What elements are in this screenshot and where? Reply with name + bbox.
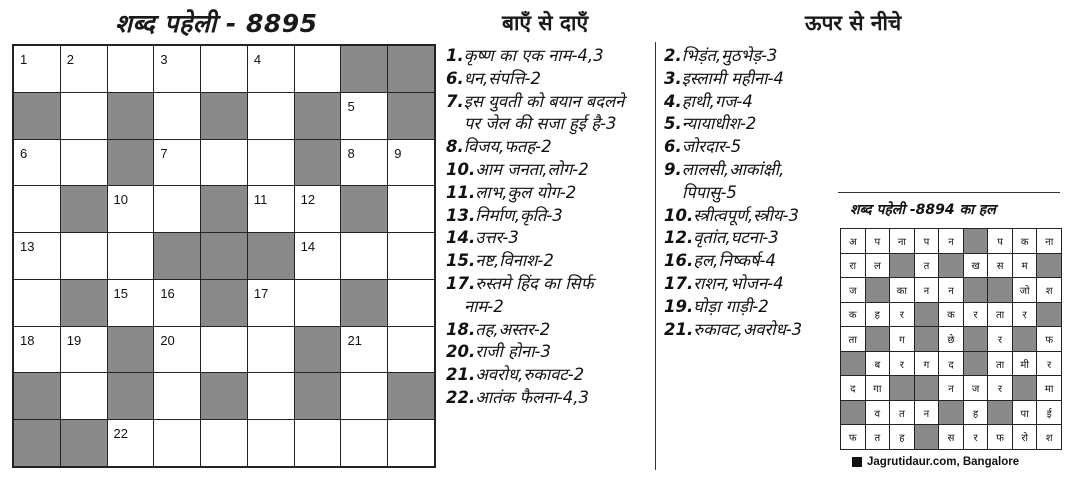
clue-number: 22 (113, 426, 129, 442)
grid-cell-blocked (14, 93, 60, 139)
grid-cell[interactable] (295, 186, 341, 232)
grid-cell[interactable] (388, 140, 434, 186)
clue-text: नष्ट,विनाश-2 (475, 251, 554, 271)
clue-num: 8. (446, 137, 464, 157)
clue-number: 5 (347, 98, 355, 114)
answer-cell: न (939, 376, 963, 400)
answer-cell: म (1013, 254, 1037, 278)
grid-cell[interactable] (154, 327, 200, 373)
clue-number: 15 (113, 285, 129, 301)
answer-cell: फ (1037, 327, 1061, 351)
across-clue (446, 387, 624, 410)
answer-cell: द (841, 376, 865, 400)
credit-text: Jagrutidaur.com, Bangalore (867, 456, 1020, 468)
answer-cell: र (964, 425, 988, 449)
clue-number: 18 (20, 332, 35, 348)
answer-cell-blocked (964, 327, 988, 351)
grid-cell[interactable] (108, 233, 154, 279)
clue-num: 17. (446, 273, 476, 293)
clue-text: पर जेल की सजा हुई है-3 (464, 114, 617, 134)
grid-cell[interactable] (388, 233, 434, 279)
across-clue (446, 159, 624, 182)
grid-cell[interactable] (388, 186, 434, 232)
grid-cell[interactable] (14, 186, 60, 232)
across-clue (446, 91, 624, 114)
answer-cell-blocked (1037, 303, 1061, 327)
grid-cell[interactable] (201, 420, 247, 466)
answer-cell: मा (1037, 376, 1061, 400)
answer-cell: ब (866, 352, 890, 376)
answer-cell-blocked (1013, 327, 1037, 351)
grid-cell[interactable] (248, 280, 294, 326)
answer-cell-blocked (915, 327, 939, 351)
clue-number: 13 (20, 239, 35, 255)
grid-cell-blocked (341, 186, 387, 232)
answer-cell: ता (988, 352, 1012, 376)
grid-cell[interactable] (341, 420, 387, 466)
clue-num: 12. (664, 228, 694, 248)
answer-cell: स (988, 254, 1012, 278)
clue-num: 9. (664, 159, 682, 179)
clue-text: तह,अस्तर-2 (475, 319, 551, 339)
clue-num: 13. (446, 205, 476, 225)
answer-cell: ह (866, 303, 890, 327)
clue-num: 21. (446, 365, 476, 385)
across-clue (446, 319, 624, 342)
answer-cell: व (866, 401, 890, 425)
grid-cell[interactable] (14, 46, 60, 92)
across-clue (446, 182, 624, 205)
clue-num: 5. (664, 114, 682, 134)
grid-cell[interactable] (248, 420, 294, 466)
clue-text: हल,निष्कर्ष-4 (693, 251, 777, 271)
clue-text: राशन,भोजन-4 (693, 273, 784, 293)
answer-cell: मी (1013, 352, 1037, 376)
clue-num: 6. (446, 68, 464, 88)
grid-cell-blocked (388, 46, 434, 92)
clue-text: धन,संपत्ति-2 (463, 68, 541, 88)
answer-cell: ग (915, 352, 939, 376)
clue-text: उत्तर-3 (475, 228, 519, 248)
answer-cell: रो (1013, 425, 1037, 449)
answer-cell: र (890, 352, 914, 376)
down-clue (664, 205, 802, 228)
answer-grid (840, 228, 1062, 450)
grid-cell[interactable] (388, 327, 434, 373)
answer-cell: रा (841, 254, 865, 278)
answer-cell: क (939, 303, 963, 327)
across-clue (446, 113, 624, 136)
clue-text: न्यायाधीश-2 (681, 114, 757, 134)
answer-cell: र (964, 303, 988, 327)
grid-cell-blocked (295, 373, 341, 419)
clue-num: 20. (446, 342, 476, 362)
clue-text: इस्लामी महीना-4 (681, 68, 784, 88)
across-clue (446, 250, 624, 273)
grid-cell[interactable] (341, 233, 387, 279)
answer-cell-blocked (915, 425, 939, 449)
clue-text: अवरोध,रुकावट-2 (475, 365, 585, 385)
clue-num: 21. (664, 319, 694, 339)
grid-cell-blocked (341, 46, 387, 92)
grid-cell[interactable] (154, 280, 200, 326)
answer-cell-blocked (890, 376, 914, 400)
grid-cell-blocked (108, 93, 154, 139)
grid-cell-blocked (201, 233, 247, 279)
grid-cell[interactable] (61, 327, 107, 373)
clue-number: 4 (253, 52, 262, 67)
clue-num: 14. (446, 228, 476, 248)
grid-cell-blocked (295, 140, 341, 186)
answer-cell: प (866, 229, 890, 253)
clue-text: नाम-2 (464, 296, 504, 316)
clue-number: 7 (160, 145, 168, 161)
answer-cell: र (988, 327, 1012, 351)
grid-cell[interactable] (14, 233, 60, 279)
clue-num: 17. (664, 273, 694, 293)
clue-text: भिड़ंत,मुठभेड़-3 (681, 46, 778, 65)
grid-cell[interactable] (248, 46, 294, 92)
puzzle-title: शब्द पहेली - 8895 (115, 9, 318, 38)
answer-cell-blocked (964, 352, 988, 376)
clue-number: 14 (300, 239, 316, 255)
answer-cell-blocked (915, 303, 939, 327)
across-clue (446, 364, 624, 387)
grid-cell[interactable] (341, 93, 387, 139)
grid-cell-blocked (295, 93, 341, 139)
answer-cell: ज (841, 278, 865, 302)
grid-cell[interactable] (341, 373, 387, 419)
clue-number: 19 (66, 332, 82, 348)
answer-cell: छे (939, 327, 963, 351)
answer-cell: न (915, 401, 939, 425)
grid-cell[interactable] (108, 280, 154, 326)
answer-cell-blocked (841, 401, 865, 425)
down-clue (664, 227, 802, 250)
answer-cell: फ (841, 425, 865, 449)
across-clue (446, 227, 624, 250)
clue-text: लालसी,आकांक्षी, (681, 159, 785, 179)
clue-number: 3 (160, 52, 168, 67)
grid-cell-blocked (388, 373, 434, 419)
answer-cell: श (1037, 425, 1061, 449)
grid-cell[interactable] (248, 373, 294, 419)
clue-text: वृतांत,घटना-3 (693, 228, 779, 248)
answer-cell: श (1037, 278, 1061, 302)
answer-cell: ई (1037, 401, 1061, 425)
grid-cell-blocked (14, 420, 60, 466)
answer-cell: र (890, 303, 914, 327)
down-clue (664, 319, 802, 342)
answer-cell-blocked (1013, 376, 1037, 400)
clue-number: 11 (253, 192, 268, 208)
grid-cell-blocked (201, 93, 247, 139)
answer-cell-blocked (841, 352, 865, 376)
grid-cell[interactable] (108, 46, 154, 92)
clue-num: 3. (664, 68, 682, 88)
grid-cell[interactable] (14, 327, 60, 373)
answer-cell: प (915, 229, 939, 253)
answer-cell-blocked (890, 254, 914, 278)
clue-text: राजी होना-3 (475, 342, 551, 362)
clue-number: 16 (160, 285, 175, 301)
answer-cell: ता (988, 303, 1012, 327)
answer-cell-blocked (1037, 254, 1061, 278)
answer-cell-blocked (866, 327, 890, 351)
answer-cell: जो (1013, 278, 1037, 302)
column-divider (655, 42, 656, 470)
clue-number: 21 (347, 332, 362, 348)
clue-number: 8 (347, 145, 355, 161)
answer-cell-blocked (988, 401, 1012, 425)
clue-num: 18. (446, 319, 476, 339)
grid-cell[interactable] (14, 140, 60, 186)
grid-cell-blocked (14, 373, 60, 419)
clue-number: 20 (160, 332, 175, 348)
grid-cell[interactable] (61, 46, 107, 92)
across-heading: बाएँ से दाएँ (502, 11, 589, 35)
clue-number: 12 (300, 192, 316, 208)
grid-cell[interactable] (295, 233, 341, 279)
clue-text: पिपासु-5 (682, 182, 737, 202)
clue-text: आतंक फैलना-4,3 (475, 387, 589, 407)
grid-cell[interactable] (61, 140, 107, 186)
grid-cell-blocked (248, 233, 294, 279)
answer-cell: न (915, 278, 939, 302)
clue-text: आम जनता,लोग-2 (475, 159, 589, 179)
across-clue (446, 68, 624, 91)
answer-cell: क (841, 303, 865, 327)
clue-num: 4. (664, 91, 682, 111)
clue-text: स्त्रीत्वपूर्ण,स्त्रीय-3 (693, 205, 799, 225)
grid-cell[interactable] (248, 327, 294, 373)
answer-cell: प (988, 229, 1012, 253)
answer-cell-blocked (939, 401, 963, 425)
across-clue-list (446, 45, 624, 410)
answer-cell: ग (890, 327, 914, 351)
down-clue (664, 45, 802, 68)
grid-cell[interactable] (61, 233, 107, 279)
answer-cell: ख (964, 254, 988, 278)
clue-text: जोरदार-5 (681, 137, 742, 157)
clue-num: 15. (446, 251, 476, 271)
clue-num: 2. (664, 46, 682, 65)
answer-cell-blocked (866, 278, 890, 302)
down-heading: ऊपर से नीचे (805, 11, 902, 35)
answer-cell: पा (1013, 401, 1037, 425)
grid-cell[interactable] (388, 280, 434, 326)
across-clue (446, 273, 624, 296)
grid-cell[interactable] (201, 327, 247, 373)
clue-number: 9 (394, 145, 402, 161)
across-clue (446, 45, 624, 68)
grid-cell[interactable] (61, 373, 107, 419)
across-clue (446, 341, 624, 364)
square-bullet-icon (852, 457, 862, 467)
grid-cell[interactable] (108, 186, 154, 232)
grid-cell[interactable] (248, 93, 294, 139)
answer-title: शब्द पहेली -8894 का हल (850, 202, 996, 218)
answer-cell: न (939, 229, 963, 253)
answer-cell: ता (841, 327, 865, 351)
answer-cell: र (988, 376, 1012, 400)
grid-cell[interactable] (201, 140, 247, 186)
clue-number: 6 (20, 145, 28, 161)
grid-cell-blocked (108, 373, 154, 419)
crossword-grid[interactable] (12, 44, 436, 468)
grid-cell[interactable] (154, 46, 200, 92)
down-clue (664, 250, 802, 273)
answer-cell: त (890, 401, 914, 425)
clue-text: रुस्तमे हिंद का सिर्फ (475, 273, 594, 293)
answer-cell-blocked (939, 254, 963, 278)
answer-cell: र (1013, 303, 1037, 327)
answer-cell: त (915, 254, 939, 278)
answer-cell: ना (1037, 229, 1061, 253)
answer-cell: फ (988, 425, 1012, 449)
grid-cell[interactable] (154, 140, 200, 186)
grid-cell[interactable] (154, 420, 200, 466)
answer-cell-blocked (988, 278, 1012, 302)
clue-text: इस युवती को बयान बदलने (463, 91, 625, 111)
grid-cell[interactable] (154, 373, 200, 419)
answer-cell: गा (866, 376, 890, 400)
answer-cell: ना (890, 229, 914, 253)
grid-cell-blocked (154, 233, 200, 279)
answer-divider (838, 192, 1060, 193)
grid-cell-blocked (201, 280, 247, 326)
answer-cell-blocked (964, 229, 988, 253)
answer-cell: ल (866, 254, 890, 278)
answer-cell: त (866, 425, 890, 449)
down-clue-list (664, 45, 802, 341)
answer-cell: न (939, 278, 963, 302)
answer-cell: स (939, 425, 963, 449)
clue-text: कृष्ण का एक नाम-4,3 (463, 46, 604, 65)
grid-cell[interactable] (341, 327, 387, 373)
grid-cell-blocked (388, 93, 434, 139)
grid-cell-blocked (61, 420, 107, 466)
clue-text: रुकावट,अवरोध-3 (693, 319, 803, 339)
grid-cell-blocked (61, 186, 107, 232)
answer-cell: ज (964, 376, 988, 400)
clue-number: 2 (66, 52, 74, 67)
clue-text: हाथी,गज-4 (681, 91, 753, 111)
clue-num: 7. (446, 91, 464, 111)
clue-num: 22. (446, 387, 476, 407)
down-clue (664, 273, 802, 296)
clue-text: निर्माण,कृति-3 (475, 205, 563, 225)
grid-cell[interactable] (154, 93, 200, 139)
grid-cell[interactable] (14, 280, 60, 326)
clue-text: घोड़ा गाड़ी-2 (693, 296, 769, 316)
clue-num: 6. (664, 137, 682, 157)
grid-cell[interactable] (154, 186, 200, 232)
clue-number: 17 (253, 285, 269, 301)
answer-cell: का (890, 278, 914, 302)
answer-cell: अ (841, 229, 865, 253)
clue-number: 10 (113, 192, 129, 208)
credit-line (852, 456, 1019, 468)
grid-cell[interactable] (248, 140, 294, 186)
down-clue (664, 296, 802, 319)
grid-cell-blocked (108, 140, 154, 186)
answer-cell: ह (964, 401, 988, 425)
answer-cell: र (1037, 352, 1061, 376)
across-clue (446, 296, 624, 319)
grid-cell[interactable] (388, 420, 434, 466)
clue-number: 1 (20, 52, 28, 67)
clue-num: 11. (446, 182, 476, 202)
down-clue (664, 182, 802, 205)
grid-cell[interactable] (295, 420, 341, 466)
clue-num: 1. (446, 46, 464, 65)
grid-cell[interactable] (248, 186, 294, 232)
down-clue (664, 68, 802, 91)
grid-cell-blocked (295, 327, 341, 373)
across-clue (446, 136, 624, 159)
answer-cell-blocked (964, 278, 988, 302)
clue-num: 16. (664, 251, 694, 271)
grid-cell[interactable] (61, 93, 107, 139)
down-clue (664, 113, 802, 136)
grid-cell[interactable] (108, 420, 154, 466)
grid-cell[interactable] (295, 46, 341, 92)
grid-cell-blocked (201, 186, 247, 232)
down-clue (664, 91, 802, 114)
answer-cell-blocked (915, 376, 939, 400)
grid-cell[interactable] (295, 280, 341, 326)
grid-cell-blocked (61, 280, 107, 326)
clue-num: 10. (446, 159, 476, 179)
clue-text: विजय,फतह-2 (463, 137, 552, 157)
grid-cell-blocked (108, 327, 154, 373)
clue-num: 10. (664, 205, 694, 225)
grid-cell-blocked (341, 280, 387, 326)
grid-cell-blocked (201, 373, 247, 419)
clue-num: 19. (664, 296, 694, 316)
down-clue (664, 159, 802, 182)
clue-text: लाभ,कुल योग-2 (475, 182, 577, 202)
grid-cell[interactable] (341, 140, 387, 186)
answer-cell: द (939, 352, 963, 376)
grid-cell[interactable] (201, 46, 247, 92)
answer-cell: ह (890, 425, 914, 449)
down-clue (664, 136, 802, 159)
answer-cell: क (1013, 229, 1037, 253)
across-clue (446, 205, 624, 228)
